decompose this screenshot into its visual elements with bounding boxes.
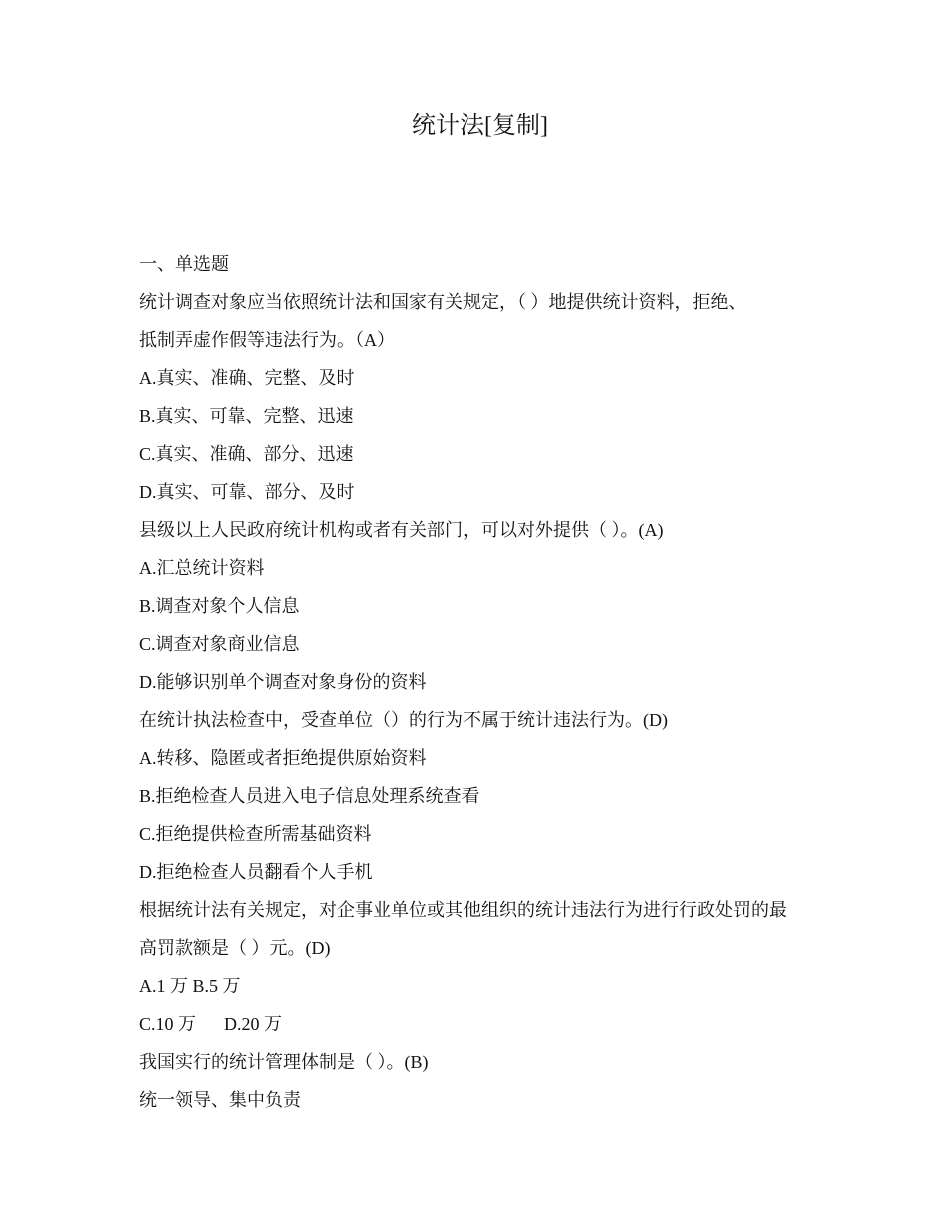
question-1-option-b: B.真实、可靠、完整、迅速 bbox=[139, 406, 354, 426]
question-3-option-d: D.拒绝检查人员翻看个人手机 bbox=[139, 862, 373, 882]
question-1-stem-line-2: 抵制弄虚作假等违法行为。（A） bbox=[139, 330, 395, 350]
question-4-options-row-1 bbox=[139, 967, 829, 1005]
document-body bbox=[139, 245, 829, 1119]
question-3-option-c: C.拒绝提供检查所需基础资料 bbox=[139, 824, 372, 844]
question-1-option-a: A.真实、准确、完整、及时 bbox=[139, 368, 355, 388]
question-5-option-a: 统一领导、集中负责 bbox=[139, 1090, 301, 1110]
question-2-stem: 县级以上人民政府统计机构或者有关部门，可以对外提供（ ）。(A) bbox=[139, 520, 664, 540]
question-4-stem-line-2: 高罚款额是（ ）元。(D) bbox=[139, 938, 331, 958]
question-1-option-c: C.真实、准确、部分、迅速 bbox=[139, 444, 354, 464]
question-2-option-d: D.能够识别单个调查对象身份的资料 bbox=[139, 672, 427, 692]
question-5-stem: 我国实行的统计管理体制是（ ）。(B) bbox=[139, 1052, 429, 1072]
question-4-options-row-2 bbox=[139, 1005, 829, 1043]
question-1-option-d: D.真实、可靠、部分、及时 bbox=[139, 482, 355, 502]
question-3-option-b: B.拒绝检查人员进入电子信息处理系统查看 bbox=[139, 786, 480, 806]
question-1-stem-line-1: 统计调查对象应当依照统计法和国家有关规定，（ ）地提供统计资料，拒绝、 bbox=[139, 292, 747, 312]
question-3-stem: 在统计执法检查中，受查单位（）的行为不属于统计违法行为。(D) bbox=[139, 710, 668, 730]
question-2-option-c: C.调查对象商业信息 bbox=[139, 634, 300, 654]
section-heading: 一、单选题 bbox=[139, 254, 229, 274]
question-2-option-b: B.调查对象个人信息 bbox=[139, 596, 300, 616]
question-4-stem-line-1: 根据统计法有关规定，对企事业单位或其他组织的统计违法行为进行行政处罚的最 bbox=[139, 900, 787, 920]
document-title: 统计法[复制] bbox=[412, 113, 548, 139]
question-4-option-a: A.1 万 bbox=[139, 976, 188, 996]
question-3-option-a: A.转移、隐匿或者拒绝提供原始资料 bbox=[139, 748, 427, 768]
question-4-option-b: B.5 万 bbox=[192, 976, 241, 996]
question-4-option-d: D.20 万 bbox=[224, 1014, 283, 1034]
question-2-option-a: A.汇总统计资料 bbox=[139, 558, 265, 578]
question-4-option-c: C.10 万 bbox=[139, 1014, 197, 1034]
